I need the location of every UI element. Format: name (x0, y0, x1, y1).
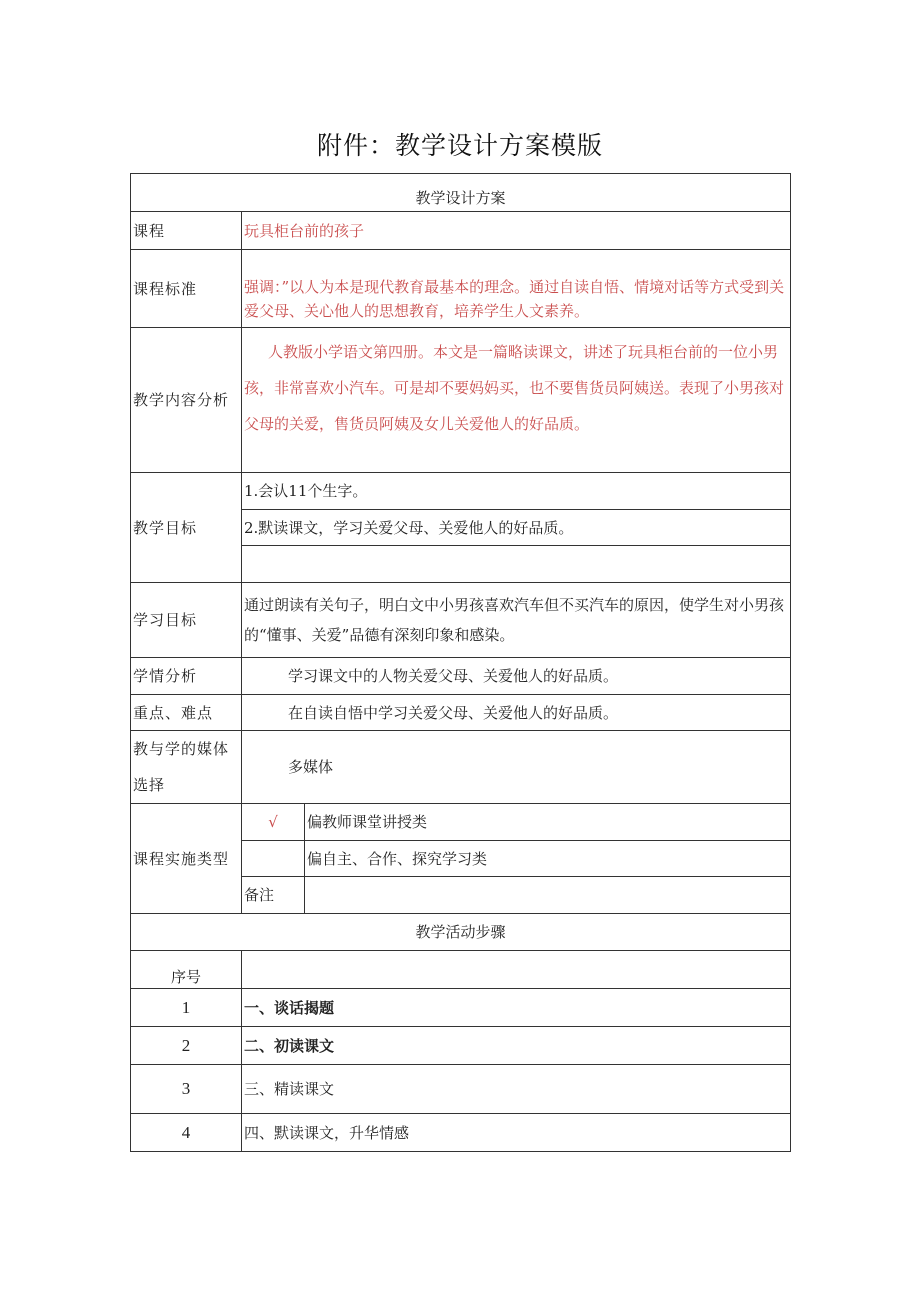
impl-option-label: 偏教师课堂讲授类 (305, 804, 791, 841)
step-number: 2 (131, 1027, 242, 1065)
remark-label: 备注 (242, 877, 305, 914)
keypoint-value: 在自读自悟中学习关爱父母、关爱他人的好品质。 (242, 695, 791, 731)
seq-label: 序号 (131, 951, 242, 989)
table-row (131, 1027, 791, 1065)
learning-goal-row (131, 583, 791, 658)
checkmark-icon: √ (242, 804, 305, 841)
remark-value (305, 877, 791, 914)
table-header: 教学设计方案 (131, 174, 791, 212)
situation-row (131, 658, 791, 695)
situation-label: 学情分析 (131, 658, 242, 695)
media-value: 多媒体 (242, 731, 791, 804)
impl-label: 课程实施类型 (131, 804, 242, 914)
content-label: 教学内容分析 (131, 328, 242, 473)
steps-header: 教学活动步骤 (131, 914, 791, 951)
table-row (131, 1114, 791, 1152)
table-row (131, 989, 791, 1027)
standard-label: 课程标准 (131, 250, 242, 328)
step-label: 二、初读课文 (242, 1027, 791, 1065)
content-value: 人教版小学语文第四册。本文是一篇略读课文，讲述了玩具柜台前的一位小男孩，非常喜欢小汽车。可是却不要妈妈买，也不要售货员阿姨送。表现了小男孩对父母的关爱，售货员阿姨及女儿关爱他人的好品质。 (242, 328, 791, 473)
step-number: 3 (131, 1065, 242, 1114)
media-row (131, 731, 791, 804)
content-row (131, 328, 791, 473)
media-label: 教与学的媒体选择 (131, 731, 242, 804)
page-title: 附件：教学设计方案模版 (316, 131, 603, 160)
seq-header-empty (242, 951, 791, 989)
impl-row-1 (131, 804, 791, 841)
course-row (131, 212, 791, 250)
header-row (131, 174, 791, 212)
teaching-goal-item: 1.会认11个生字。 (242, 473, 791, 510)
teaching-goal-item: 2.默读课文，学习关爱父母、关爱他人的好品质。 (242, 510, 791, 546)
course-label: 课程 (131, 212, 242, 250)
learning-goal-label: 学习目标 (131, 583, 242, 658)
step-label: 三、精读课文 (242, 1065, 791, 1114)
learning-goal-value: 通过朗读有关句子，明白文中小男孩喜欢汽车但不买汽车的原因，使学生对小男孩的“懂事、关爱”品德有深刻印象和感染。 (242, 583, 791, 658)
table-row (131, 1065, 791, 1114)
situation-value: 学习课文中的人物关爱父母、关爱他人的好品质。 (242, 658, 791, 695)
standard-row (131, 250, 791, 328)
seq-header-row (131, 951, 791, 989)
teaching-goal-row-1 (131, 473, 791, 510)
step-number: 4 (131, 1114, 242, 1152)
impl-option-mark (242, 841, 305, 877)
keypoint-label: 重点、难点 (131, 695, 242, 731)
course-value: 玩具柜台前的孩子 (242, 212, 791, 250)
lesson-plan-table (130, 173, 791, 1152)
step-label: 一、谈话揭题 (242, 989, 791, 1027)
keypoint-row (131, 695, 791, 731)
teaching-goal-label: 教学目标 (131, 473, 242, 583)
steps-header-row (131, 914, 791, 951)
step-number: 1 (131, 989, 242, 1027)
step-label: 四、默读课文，升华情感 (242, 1114, 791, 1152)
impl-option-label: 偏自主、合作、探究学习类 (305, 841, 791, 877)
teaching-goal-item (242, 546, 791, 583)
standard-value: 强调：”以人为本是现代教育最基本的理念。通过自读自悟、情境对话等方式受到关爱父母、关心他人的思想教育，培养学生人文素养。 (242, 250, 791, 328)
